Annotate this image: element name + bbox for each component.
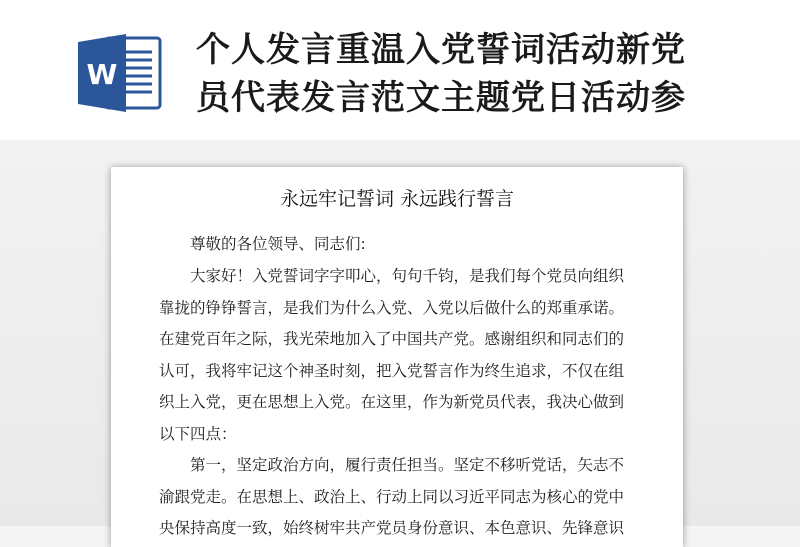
paragraph-line: 大家好！入党誓词字字叩心，句句千钧，是我们每个党员向组织 [190,267,625,285]
word-document-icon [76,32,164,114]
salutation-text: 尊敬的各位领导、同志们: [190,235,366,253]
paragraph-line: 织上入党，更在思想上入党。在这里，作为新党员代表，我决心做到 [159,393,625,411]
paragraph-line: 在建党百年之际，我光荣地加入了中国共产党。感谢组织和同志们的 [159,330,625,348]
paragraph-line: 以下四点： [159,424,237,443]
document-page-preview [111,167,683,547]
paragraph-2 [159,450,643,545]
paragraph-line: 渝跟党走。在思想上、政治上、行动上同以习近平同志为核心的党中 [159,487,625,506]
paragraph-line: 第一，坚定政治方向，履行责任担当。坚定不移听党话，矢志不 [190,456,625,474]
page-heading: 永远牢记誓词 永远践行誓言 [279,188,515,210]
header-banner [0,0,800,140]
document-title-line-1: 个人发言重温入党誓词活动新党 [196,30,686,70]
paragraph-1 [159,261,643,450]
document-title-line-2: 员代表发言范文主题党日活动参 [196,78,686,118]
document-title [196,26,756,122]
svg-text:W: W [86,58,118,91]
paragraph-line: 靠拢的铮铮誓言，是我们为什么入党、入党以后做什么的郑重承诺。 [159,298,625,317]
paragraph-line: 央保持高度一致，始终树牢共产党员身份意识、本色意识、先锋意识 [159,519,625,537]
salutation [159,229,643,261]
paragraph-line: 认可，我将牢记这个神圣时刻，把入党誓言作为终生追求，不仅在组 [159,361,625,380]
